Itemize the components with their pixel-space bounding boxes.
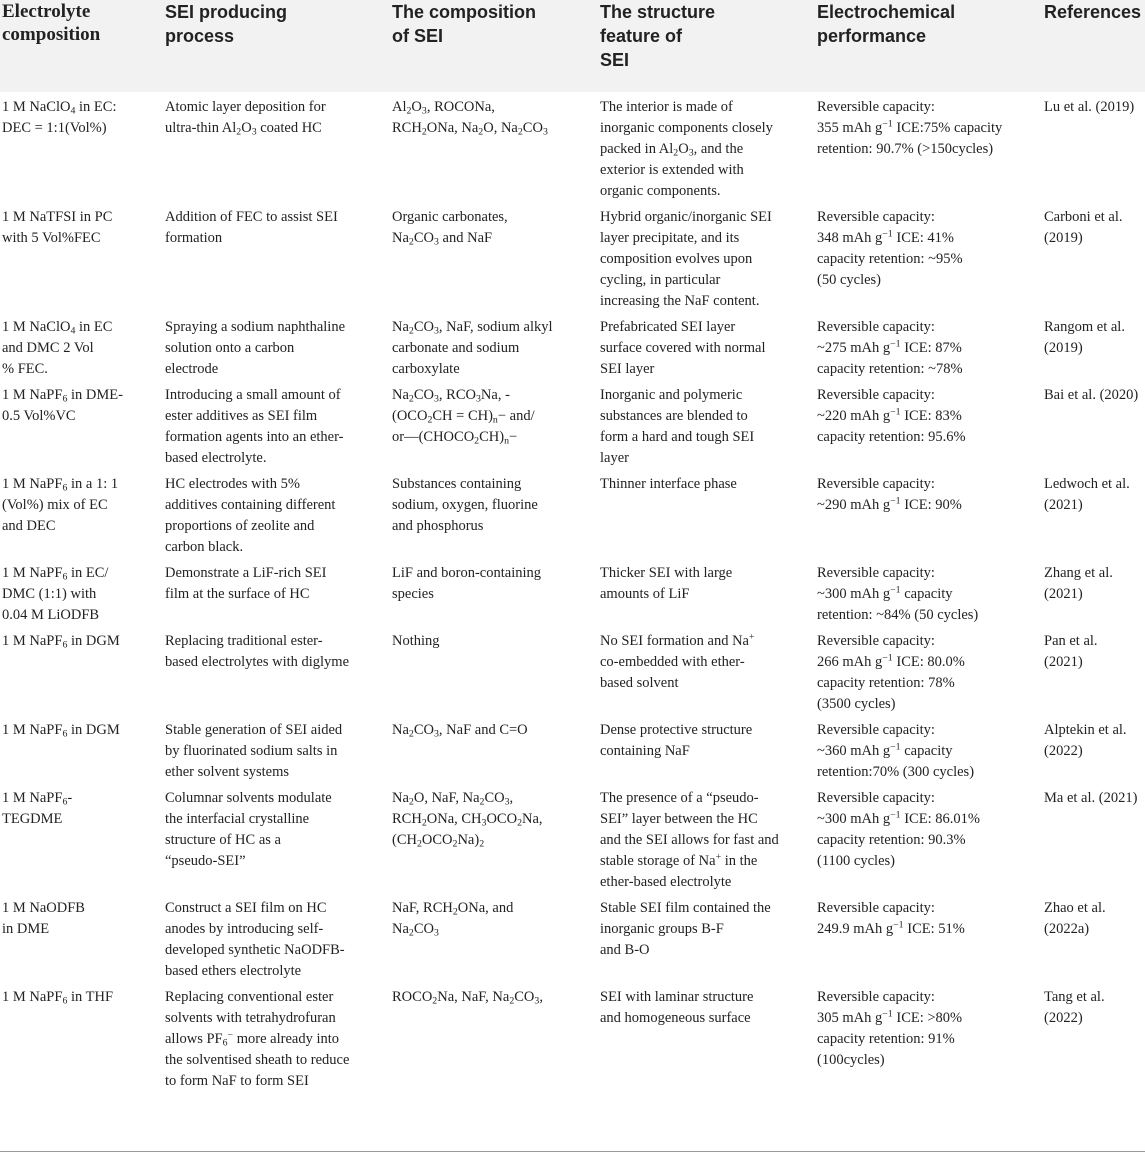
cell-sei-structure-feature — [597, 312, 814, 380]
cell-sei-composition — [389, 715, 597, 783]
cell-line: Dense protective structure — [600, 722, 753, 738]
cell-line: $Na_2CO_3$ and NaF — [392, 230, 493, 248]
cell-line: retention: 90.7% (>150cycles) — [817, 141, 994, 157]
cell-sei-composition — [389, 783, 597, 893]
cell-sei-producing-process — [162, 893, 389, 982]
cell-sei-structure-feature — [597, 380, 814, 469]
cell-line: sodium, oxygen, fluorine — [392, 497, 538, 513]
cell-line: form a hard and tough SEI — [600, 429, 755, 445]
cell-line: SEI layer — [600, 361, 655, 377]
cell-line: $Na_2CO_3$, NaF and C=O — [392, 722, 528, 740]
header-sei-structure-feature — [597, 0, 814, 92]
cell-line: HC electrodes with 5% — [165, 476, 300, 492]
cell-line: carboxylate — [392, 361, 460, 377]
cell-sei-structure-feature — [597, 202, 814, 312]
table-bottom-rule — [0, 1151, 1145, 1152]
table-body — [0, 92, 1145, 1100]
cell-line: 1 M NaClO$_4$ in EC — [2, 319, 113, 337]
cell-reference — [1041, 202, 1145, 312]
cell-line: Thicker SEI with large — [600, 565, 733, 581]
cell-sei-structure-feature — [597, 469, 814, 558]
cell-line: retention:70% (300 cycles) — [817, 764, 975, 780]
cell-line: (2022) — [1044, 1010, 1083, 1026]
cell-electrolyte-composition — [0, 380, 162, 469]
cell-sei-structure-feature — [597, 558, 814, 626]
cell-sei-producing-process — [162, 202, 389, 312]
cell-line: DMC (1:1) with — [2, 586, 97, 602]
cell-line: 249.9 mAh $g^{-1}$ ICE: 51% — [817, 919, 965, 937]
cell-line: increasing the NaF content. — [600, 293, 760, 309]
cell-line: 1 M NaODFB — [2, 900, 85, 916]
cell-electrochemical-performance — [814, 783, 1041, 893]
cell-electrochemical-performance — [814, 380, 1041, 469]
cell-line: Construct a SEI film on HC — [165, 900, 327, 916]
cell-reference — [1041, 715, 1145, 783]
header-line: References — [1044, 2, 1142, 22]
cell-line: Atomic layer deposition for — [165, 99, 326, 115]
cell-line: 1 M NaPF$_6$ in DGM — [2, 722, 120, 740]
cell-electrochemical-performance — [814, 469, 1041, 558]
cell-line: Demonstrate a LiF-rich SEI — [165, 565, 327, 581]
cell-line: layer — [600, 450, 629, 466]
cell-sei-producing-process — [162, 558, 389, 626]
cell-reference — [1041, 626, 1145, 715]
header-line: SEI producing — [165, 2, 288, 22]
cell-line: substances are blended to — [600, 408, 748, 424]
cell-line: Bai et al. (2020) — [1044, 387, 1139, 403]
cell-line: $(OCO_2CH = CH)_n- and/$ — [392, 408, 535, 426]
cell-electrolyte-composition — [0, 469, 162, 558]
cell-line: DEC = 1:1(Vol%) — [2, 120, 107, 136]
cell-electrochemical-performance — [814, 558, 1041, 626]
cell-line: SEI with laminar structure — [600, 989, 754, 1005]
cell-electrolyte-composition — [0, 312, 162, 380]
cell-line: carbonate and sodium — [392, 340, 520, 356]
cell-line: and the SEI allows for fast and — [600, 832, 779, 848]
cell-sei-producing-process — [162, 312, 389, 380]
cell-line: % FEC. — [2, 361, 48, 377]
cell-line: carbon black. — [165, 539, 244, 555]
cell-electrolyte-composition — [0, 558, 162, 626]
cell-line: surface covered with normal — [600, 340, 766, 356]
cell-line: Organic carbonates, — [392, 209, 508, 225]
cell-line: and phosphorus — [392, 518, 484, 534]
cell-line: Pan et al. — [1044, 633, 1098, 649]
cell-electrolyte-composition — [0, 202, 162, 312]
cell-electrolyte-composition — [0, 893, 162, 982]
cell-line: Reversible capacity: — [817, 565, 935, 581]
cell-line: Reversible capacity: — [817, 790, 935, 806]
cell-sei-structure-feature — [597, 715, 814, 783]
cell-line: and homogeneous surface — [600, 1010, 751, 1026]
cell-line: 1 M NaPF$_6$ in a 1: 1 — [2, 476, 119, 494]
cell-line: (50 cycles) — [817, 272, 882, 288]
table-row — [0, 715, 1145, 783]
cell-line: Zhang et al. — [1044, 565, 1113, 581]
cell-line: NaF, $RCH_2ONa$, and — [392, 900, 514, 918]
cell-line: to form NaF to form SEI — [165, 1073, 309, 1089]
cell-line: based electrolytes with diglyme — [165, 654, 350, 670]
cell-line: 0.5 Vol%VC — [2, 408, 76, 424]
cell-sei-composition — [389, 380, 597, 469]
cell-sei-composition — [389, 558, 597, 626]
cell-line: Alptekin et al. — [1044, 722, 1127, 738]
cell-line: $Na_2CO_3$, $RCO_3Na$, - — [392, 387, 510, 405]
cell-line: and DMC 2 Vol — [2, 340, 94, 356]
cell-line: Rangom et al. — [1044, 319, 1125, 335]
cell-line: $Na_2CO_3$, NaF, sodium alkyl — [392, 319, 553, 337]
cell-line: $Na_2O$, NaF, $Na_2CO_3$, — [392, 790, 514, 808]
cell-electrochemical-performance — [814, 312, 1041, 380]
cell-line: Reversible capacity: — [817, 633, 935, 649]
table-header — [0, 0, 1145, 92]
cell-sei-producing-process — [162, 982, 389, 1100]
cell-electrochemical-performance — [814, 202, 1041, 312]
cell-line: (1100 cycles) — [817, 853, 895, 869]
cell-line: film at the surface of HC — [165, 586, 310, 602]
cell-sei-structure-feature — [597, 626, 814, 715]
cell-line: additives containing different — [165, 497, 336, 513]
header-line: performance — [817, 26, 927, 46]
cell-line: Prefabricated SEI layer — [600, 319, 736, 335]
cell-line: electrode — [165, 361, 219, 377]
cell-electrolyte-composition — [0, 783, 162, 893]
cell-line: exterior is extended with — [600, 162, 744, 178]
cell-line: Reversible capacity: — [817, 387, 935, 403]
cell-line: (3500 cycles) — [817, 696, 896, 712]
cell-line: 1 M NaPF$_6$ in EC/ — [2, 565, 109, 583]
cell-line: containing NaF — [600, 743, 690, 759]
cell-line: capacity retention: 95.6% — [817, 429, 966, 445]
cell-line: ~220 mAh $g^{-1}$ ICE: 83% — [817, 406, 962, 424]
cell-line: (2022) — [1044, 743, 1083, 759]
table-row — [0, 982, 1145, 1100]
cell-sei-composition — [389, 469, 597, 558]
table-row — [0, 783, 1145, 893]
cell-line: 1 M NaClO$_4$ in EC: — [2, 99, 117, 117]
cell-electrochemical-performance — [814, 982, 1041, 1100]
header-line: process — [165, 26, 235, 46]
cell-line: ether-based electrolyte — [600, 874, 732, 890]
cell-line: Tang et al. — [1044, 989, 1105, 1005]
cell-line: the solventised sheath to reduce — [165, 1052, 350, 1068]
cell-line: Replacing conventional ester — [165, 989, 334, 1005]
cell-line: capacity retention: 91% — [817, 1031, 955, 1047]
cell-line: capacity retention: 78% — [817, 675, 955, 691]
cell-sei-structure-feature — [597, 893, 814, 982]
cell-line: Reversible capacity: — [817, 900, 935, 916]
cell-electrolyte-composition — [0, 715, 162, 783]
cell-line: and B-O — [600, 942, 650, 958]
cell-line: cycling, in particular — [600, 272, 721, 288]
header-line: of SEI — [392, 26, 444, 46]
cell-line: organic components. — [600, 183, 721, 199]
cell-sei-composition — [389, 982, 597, 1100]
cell-line: co-embedded with ether- — [600, 654, 745, 670]
cell-line: packed in $Al_2O_3$, and the — [600, 141, 744, 159]
cell-line: formation — [165, 230, 223, 246]
cell-line: stable storage of Na+ in the — [600, 851, 758, 869]
cell-line: capacity retention: 90.3% — [817, 832, 966, 848]
cell-reference — [1041, 312, 1145, 380]
cell-line: formation agents into an ether- — [165, 429, 344, 445]
cell-line: Ledwoch et al. — [1044, 476, 1130, 492]
header-sei-producing-process — [162, 0, 389, 92]
table-row — [0, 893, 1145, 982]
cell-line: developed synthetic NaODFB- — [165, 942, 345, 958]
cell-line: Columnar solvents modulate — [165, 790, 332, 806]
cell-line: Addition of FEC to assist SEI — [165, 209, 338, 225]
cell-line: based ethers electrolyte — [165, 963, 302, 979]
cell-line: ~275 mAh $g^{-1}$ ICE: 87% — [817, 338, 962, 356]
cell-sei-composition — [389, 893, 597, 982]
cell-sei-producing-process — [162, 92, 389, 202]
cell-line: Substances containing — [392, 476, 522, 492]
cell-line: $Na_2CO_3$ — [392, 921, 439, 939]
cell-electrochemical-performance — [814, 626, 1041, 715]
cell-line: Reversible capacity: — [817, 99, 935, 115]
table-row — [0, 626, 1145, 715]
cell-line: Thinner interface phase — [600, 476, 737, 492]
cell-reference — [1041, 469, 1145, 558]
cell-electrochemical-performance — [814, 893, 1041, 982]
cell-line: (2019) — [1044, 340, 1083, 356]
cell-line: $Al_2O_3$, ROCONa, — [392, 99, 495, 117]
cell-line: Carboni et al. — [1044, 209, 1123, 225]
cell-line: Reversible capacity: — [817, 476, 935, 492]
table-row — [0, 92, 1145, 202]
cell-line: (100cycles) — [817, 1052, 885, 1068]
header-reference — [1041, 0, 1145, 92]
header-electrochemical-performance — [814, 0, 1041, 92]
cell-line: $RCH_2ONa$, $Na_2O$, $Na_2CO_3$ — [392, 120, 548, 138]
cell-line: solvents with tetrahydrofuran — [165, 1010, 336, 1026]
cell-line: 355 mAh $g^{-1}$ ICE:75% capacity — [817, 118, 1003, 136]
cell-line: Replacing traditional ester- — [165, 633, 323, 649]
cell-line: based solvent — [600, 675, 679, 691]
cell-line: Ma et al. (2021) — [1044, 790, 1138, 806]
cell-line: by fluorinated sodium salts in — [165, 743, 338, 759]
cell-line: ~300 mAh $g^{-1}$ capacity — [817, 584, 953, 602]
cell-line: The presence of a “pseudo- — [600, 790, 759, 806]
cell-sei-composition — [389, 312, 597, 380]
cell-line: capacity retention: ~95% — [817, 251, 963, 267]
cell-sei-producing-process — [162, 626, 389, 715]
cell-line: inorganic components closely — [600, 120, 773, 136]
cell-electrolyte-composition — [0, 982, 162, 1100]
cell-line: with 5 Vol%FEC — [2, 230, 101, 246]
table-row — [0, 312, 1145, 380]
cell-reference — [1041, 380, 1145, 469]
cell-sei-producing-process — [162, 469, 389, 558]
cell-line: ~290 mAh $g^{-1}$ ICE: 90% — [817, 495, 962, 513]
cell-line: (2021) — [1044, 586, 1083, 602]
cell-line: $(CH_2OCO_2Na)_2$ — [392, 832, 485, 850]
cell-line: Reversible capacity: — [817, 209, 935, 225]
cell-electrochemical-performance — [814, 715, 1041, 783]
cell-line: Stable SEI film contained the — [600, 900, 771, 916]
cell-reference — [1041, 92, 1145, 202]
cell-line: 266 mAh $g^{-1}$ ICE: 80.0% — [817, 652, 965, 670]
cell-line: (Vol%) mix of EC — [2, 497, 108, 513]
cell-line: composition evolves upon — [600, 251, 753, 267]
cell-line: (2021) — [1044, 654, 1083, 670]
cell-line: Zhao et al. — [1044, 900, 1106, 916]
cell-line: Reversible capacity: — [817, 722, 935, 738]
cell-line: 348 mAh $g^{-1}$ ICE: 41% — [817, 228, 954, 246]
cell-line: Reversible capacity: — [817, 989, 935, 1005]
cell-line: allows $PF_6^-$ more already into — [165, 1029, 339, 1049]
cell-line: amounts of LiF — [600, 586, 690, 602]
cell-sei-structure-feature — [597, 92, 814, 202]
header-row — [0, 0, 1145, 92]
cell-reference — [1041, 893, 1145, 982]
cell-line: Stable generation of SEI aided — [165, 722, 343, 738]
cell-line: “pseudo-SEI” — [165, 853, 246, 869]
cell-line: 1 M NaPF$_6$ in DGM — [2, 633, 120, 651]
cell-line: ester additives as SEI film — [165, 408, 318, 424]
cell-sei-composition — [389, 202, 597, 312]
cell-line: ~300 mAh $g^{-1}$ ICE: 86.01% — [817, 809, 980, 827]
table-row — [0, 469, 1145, 558]
header-line: The structure — [600, 2, 716, 22]
cell-line: solution onto a carbon — [165, 340, 295, 356]
cell-line: Lu et al. (2019) — [1044, 99, 1135, 115]
cell-sei-composition — [389, 626, 597, 715]
cell-line: 1 M NaTFSI in PC — [2, 209, 113, 225]
cell-line: 1 M NaPF$_6$ in DME- — [2, 387, 123, 405]
cell-line: Nothing — [392, 633, 440, 649]
cell-line: 1 M NaPF$_6$- — [2, 790, 73, 808]
cell-sei-composition — [389, 92, 597, 202]
cell-reference — [1041, 558, 1145, 626]
cell-line: capacity retention: ~78% — [817, 361, 963, 377]
cell-reference — [1041, 783, 1145, 893]
cell-line: Hybrid organic/inorganic SEI — [600, 209, 772, 225]
cell-line: Inorganic and polymeric — [600, 387, 743, 403]
cell-line: ~360 mAh $g^{-1}$ capacity — [817, 741, 953, 759]
header-line: SEI — [600, 50, 630, 70]
cell-line: species — [392, 586, 434, 602]
cell-line: structure of HC as a — [165, 832, 281, 848]
cell-reference — [1041, 982, 1145, 1100]
cell-line: Introducing a small amount of — [165, 387, 341, 403]
cell-line: Spraying a sodium naphthaline — [165, 319, 346, 335]
cell-line: based electrolyte. — [165, 450, 267, 466]
cell-line: anodes by introducing self- — [165, 921, 324, 937]
cell-line: 305 mAh $g^{-1}$ ICE: >80% — [817, 1008, 963, 1026]
cell-line: The interior is made of — [600, 99, 733, 115]
cell-line: $or—(CHOCO_2CH)_n-$ — [392, 429, 518, 447]
cell-sei-producing-process — [162, 380, 389, 469]
cell-line: LiF and boron-containing — [392, 565, 542, 581]
cell-electrolyte-composition — [0, 626, 162, 715]
cell-line: layer precipitate, and its — [600, 230, 740, 246]
header-sei-composition — [389, 0, 597, 92]
cell-line: proportions of zeolite and — [165, 518, 315, 534]
header-line: Electrolyte — [2, 1, 91, 22]
cell-electrolyte-composition — [0, 92, 162, 202]
cell-line: $ROCO_2Na$, NaF, $Na_2CO_3$, — [392, 989, 543, 1007]
cell-line: retention: ~84% (50 cycles) — [817, 607, 979, 623]
cell-line: in DME — [2, 921, 50, 937]
header-line: feature of — [600, 26, 683, 46]
cell-line: (2019) — [1044, 230, 1083, 246]
cell-line: 0.04 M LiODFB — [2, 607, 100, 623]
cell-sei-producing-process — [162, 783, 389, 893]
header-line: composition — [2, 24, 101, 45]
cell-sei-structure-feature — [597, 783, 814, 893]
cell-electrochemical-performance — [814, 92, 1041, 202]
cell-line: SEI” layer between the HC — [600, 811, 758, 827]
table-row — [0, 380, 1145, 469]
cell-line: $RCH_2ONa$, $CH_3OCO_2Na$, — [392, 811, 543, 829]
table-row — [0, 202, 1145, 312]
cell-line: ultra-thin $Al_2O_3$ coated HC — [165, 120, 322, 138]
header-line: The composition — [392, 2, 536, 22]
cell-line: TEGDME — [2, 811, 63, 827]
cell-line: (2021) — [1044, 497, 1083, 513]
table-row — [0, 558, 1145, 626]
cell-sei-structure-feature — [597, 982, 814, 1100]
cell-line: No SEI formation and Na+ — [600, 631, 755, 649]
cell-line: 1 M NaPF$_6$ in THF — [2, 989, 114, 1007]
cell-line: and DEC — [2, 518, 56, 534]
cell-line: ether solvent systems — [165, 764, 290, 780]
header-electrolyte-composition — [0, 0, 162, 92]
cell-line: Reversible capacity: — [817, 319, 935, 335]
cell-sei-producing-process — [162, 715, 389, 783]
cell-line: (2022a) — [1044, 921, 1090, 937]
cell-line: inorganic groups B-F — [600, 921, 724, 937]
cell-line: the interfacial crystalline — [165, 811, 310, 827]
header-line: Electrochemical — [817, 2, 956, 22]
